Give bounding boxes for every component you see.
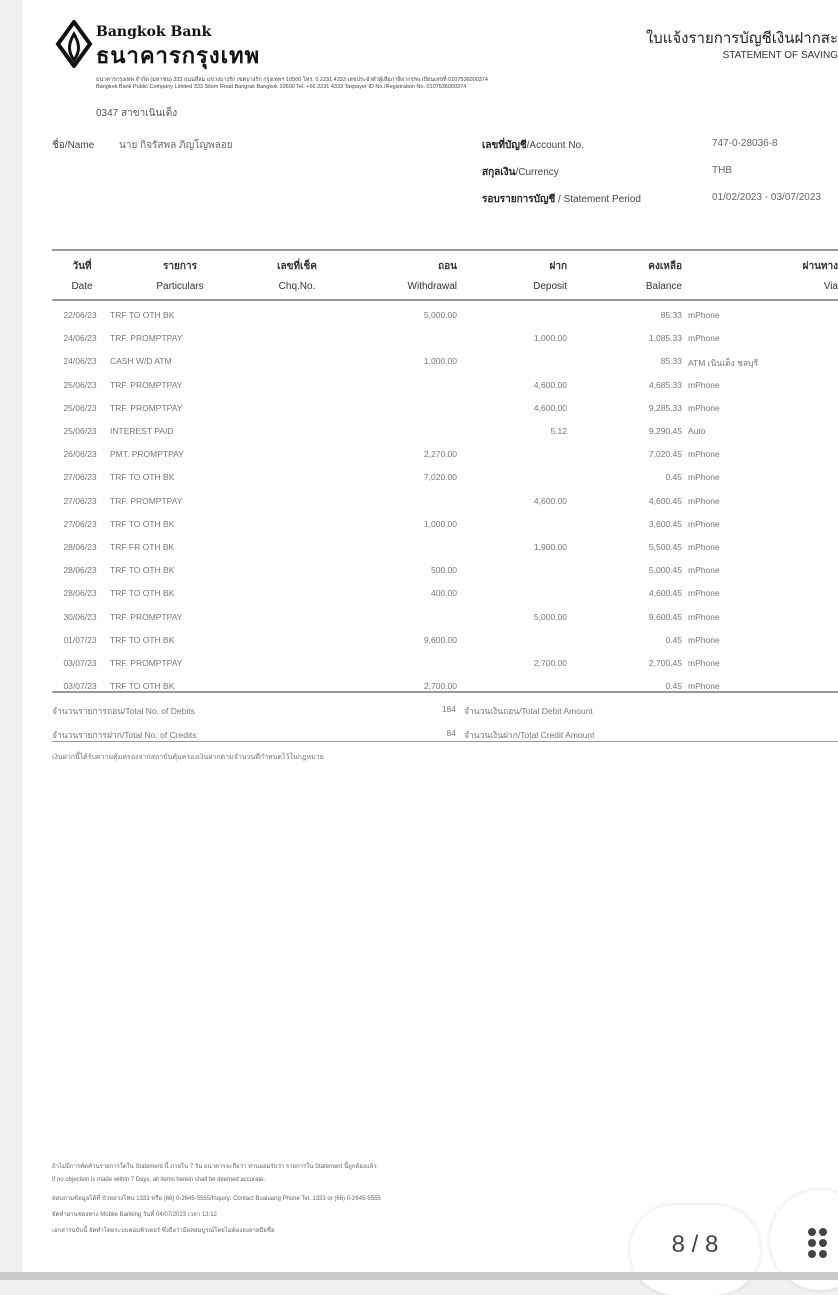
cell-particulars: TRF TO OTH BK (110, 472, 175, 483)
footer-line: สอบถามข้อมูลได้ที่ บัวหลวงโฟน 1333 หรือ (66) 0-2645-5555/Inquiry: Contact Bualuang Phone Tel. 1333 or (66) 0-2645-5555 (52, 1196, 381, 1202)
cell-balance: 7,020.45 (648, 449, 682, 460)
cell-via: mPhone (688, 518, 720, 529)
column-header-date-en: Date (71, 281, 93, 292)
total-debits-label: จำนวนรายการถอน/Total No. of Debits (52, 706, 195, 716)
cell-particulars: TRF. PROMPTPAY (110, 495, 183, 506)
footer-line: จัดทำผ่านช่องทาง Mobile Banking วันที่ 04/07/2023 เวลา 13:12 (52, 1212, 217, 1218)
cell-deposit: 1,900.00 (533, 542, 567, 552)
cell-deposit: 4,600.00 (533, 402, 567, 413)
column-header-date-th: วันที่ (72, 261, 92, 272)
footer-line: ถ้าไม่มีการคัดค้านรายการใดใน Statement นี้ ภายใน 7 วัน ธนาคารจะถือว่า ท่านยอมรับว่า รายการใน Statement นี้ถูกต้องแล้ว (52, 1164, 377, 1170)
cell-via: mPhone (688, 681, 720, 692)
cell-balance: 85.33 (660, 310, 682, 320)
account-number: 747-0-28036-8 (712, 138, 778, 149)
cell-date: 27/06/23 (63, 472, 97, 483)
cell-withdrawal: 1,000.00 (423, 518, 457, 529)
cell-date: 25/06/23 (63, 426, 97, 436)
footer-line: If no objection is made within 7 Days, all items herein shall be deemed accurate. (52, 1177, 266, 1183)
cell-date: 24/06/23 (63, 333, 97, 344)
cell-date: 01/07/23 (63, 634, 97, 645)
cell-date: 28/06/23 (63, 588, 97, 599)
column-header-balance-th: คงเหลือ (648, 261, 682, 272)
grid-dots-icon (808, 1228, 828, 1258)
column-header-cheque-no-en: Chq.No. (278, 281, 316, 292)
cell-via: mPhone (688, 634, 720, 645)
cell-withdrawal: 2,700.00 (423, 681, 457, 692)
cell-date: 24/06/23 (63, 356, 97, 367)
cell-balance: 0.45 (665, 472, 682, 483)
bank-name-th: ธนาคารกรุงเทพ (96, 43, 261, 68)
page-indicator-text: 8 / 8 (671, 1231, 719, 1258)
cell-date: 27/06/23 (63, 518, 97, 529)
cell-particulars: TRF TO OTH BK (110, 565, 175, 576)
cell-date: 28/06/23 (63, 542, 97, 552)
cell-particulars: TRF FR OTH BK (110, 542, 175, 552)
currency-value: THB (712, 165, 732, 176)
cell-balance: 1,085.33 (648, 333, 682, 344)
footer-line: เอกสารฉบับนี้ จัดทำโดยระบบคอมพิวเตอร์ ซึ่งถือว่ามีผลสมบูรณ์โดยไม่ต้องลงลายมือชื่อ (52, 1228, 275, 1234)
cell-withdrawal: 7,020.00 (423, 472, 457, 483)
cell-via: mPhone (688, 402, 720, 413)
cell-balance: 9,600.45 (648, 611, 682, 622)
cell-via: mPhone (688, 449, 720, 460)
cell-via: mPhone (688, 333, 720, 344)
pdf-page (22, 0, 838, 1272)
cell-withdrawal: 5,000.00 (423, 310, 457, 320)
cell-date: 28/06/23 (63, 565, 97, 576)
cell-balance: 4,600.45 (648, 495, 682, 506)
cell-via: mPhone (688, 658, 720, 668)
cell-date: 22/06/23 (63, 310, 97, 320)
cell-balance: 9,285.33 (648, 402, 682, 413)
total-debit-amount-label: จำนวนเงินถอน/Total Debit Amount (464, 706, 593, 716)
cell-balance: 4,685.33 (648, 379, 682, 390)
total-credits-label: จำนวนรายการฝาก/Total No. of Credits (52, 730, 197, 740)
cell-balance: 9,290.45 (648, 426, 682, 436)
cell-date: 27/06/23 (63, 495, 97, 506)
bangkok-bank-logo (54, 20, 94, 68)
cell-particulars: TRF. PROMPTPAY (110, 402, 183, 413)
cell-balance: 0.45 (665, 634, 682, 645)
cell-withdrawal: 400.00 (431, 588, 457, 599)
table-top-rule (52, 249, 838, 251)
column-header-particulars-th: รายการ (163, 261, 197, 272)
deposit-protection-note: เงินฝากนี้ได้รับความคุ้มครองจากสถาบันคุ้มครองเงินฝากตามจำนวนที่กำหนดไว้ในกฎหมาย (52, 754, 324, 761)
cell-via: Auto (688, 426, 706, 436)
cell-withdrawal: 2,270.00 (423, 449, 457, 460)
cell-particulars: TRF. PROMPTPAY (110, 658, 183, 668)
cell-via: mPhone (688, 611, 720, 622)
name-label: ชื่อ/Name (52, 140, 95, 151)
cell-deposit: 2,700.00 (533, 658, 567, 668)
cell-particulars: TRF. PROMPTPAY (110, 333, 183, 344)
cell-particulars: CASH W/D ATM (110, 356, 172, 367)
period-value: 01/02/2023 - 03/07/2023 (712, 192, 821, 203)
column-header-balance-en: Balance (645, 281, 682, 292)
cell-via: mPhone (688, 588, 720, 599)
account-label: เลขที่บัญชี/Account No. (482, 140, 584, 151)
cell-particulars: TRF. PROMPTPAY (110, 611, 183, 622)
page-indicator[interactable] (630, 1205, 760, 1295)
currency-label: สกุลเงิน/Currency (482, 167, 559, 178)
total-credits-count: 84 (446, 728, 456, 738)
column-header-via-en: Via (823, 281, 838, 292)
cell-date: 03/07/23 (63, 658, 97, 668)
total-debits-count: 184 (441, 704, 456, 714)
cell-particulars: PMT. PROMPTPAY (110, 449, 184, 460)
cell-balance: 3,600.45 (648, 518, 682, 529)
cell-balance: 85.33 (660, 356, 682, 367)
cell-particulars: TRF TO OTH BK (110, 588, 175, 599)
cell-deposit: 1,000.00 (533, 333, 567, 344)
cell-via: mPhone (688, 310, 720, 320)
statement-title-en: STATEMENT OF SAVING (722, 50, 838, 61)
bank-address-th: ธนาคารกรุงเทพ จำกัด (มหาชน) 333 ถนนสีลม แขวงบางรัก เขตบางรัก กรุงเทพฯ 10500 โทร. 0 2231 4333 เลขประจำตัวผู้เสียภาษีอากร/ทะเบียนเลขที่ 0107536000374 (96, 77, 488, 83)
cell-balance: 2,700.45 (648, 658, 682, 668)
column-header-deposit-th: ฝาก (549, 261, 567, 272)
period-label: รอบรายการบัญชี / Statement Period (482, 194, 641, 205)
cell-particulars: TRF TO OTH BK (110, 310, 175, 320)
cell-balance: 4,600.45 (648, 588, 682, 599)
cell-balance: 5,500.45 (648, 542, 682, 552)
column-header-cheque-no-th: เลขที่เช็ค (277, 261, 317, 272)
cell-particulars: INTEREST PAID (110, 426, 174, 436)
cell-withdrawal: 1,000.00 (423, 356, 457, 367)
column-header-withdrawal-en: Withdrawal (407, 281, 457, 292)
cell-deposit: 4,600.00 (533, 379, 567, 390)
cell-date: 03/07/23 (63, 681, 97, 692)
name-value: นาย กิจรัสพล ภิญโญพลอย (119, 140, 233, 151)
cell-particulars: TRF TO OTH BK (110, 634, 175, 645)
bottom-bar (0, 1272, 838, 1280)
totals-rule (52, 741, 838, 742)
table-bottom-rule (52, 691, 838, 693)
cell-date: 25/06/23 (63, 402, 97, 413)
cell-balance: 5,000.45 (648, 565, 682, 576)
cell-deposit: 4,600.00 (533, 495, 567, 506)
cell-date: 25/06/23 (63, 379, 97, 390)
branch: 0347 สาขาเนินเต็ง (96, 108, 178, 119)
column-header-via-th: ผ่านทาง (802, 261, 838, 272)
cell-particulars: TRF TO OTH BK (110, 518, 175, 529)
bank-address-en: Bangkok Bank Public Company Limited 333 Silom Road Bangrak Bangkok 10500 Tel. +66 2231 4333 Taxpayer ID No./Registration No. 0107536000374 (96, 84, 467, 90)
column-header-particulars-en: Particulars (156, 281, 204, 292)
table-header-rule (52, 299, 838, 301)
cell-deposit: 5,000.00 (533, 611, 567, 622)
column-header-deposit-en: Deposit (533, 281, 567, 292)
cell-via: ATM เนินเต็ง ชลบุรี (688, 358, 759, 369)
cell-deposit: 5.12 (550, 426, 567, 436)
cell-balance: 0.45 (665, 681, 682, 692)
cell-particulars: TRF. PROMPTPAY (110, 379, 183, 390)
cell-withdrawal: 500.00 (431, 565, 457, 576)
bank-name-en: Bangkok Bank (96, 24, 212, 40)
column-header-withdrawal-th: ถอน (438, 261, 457, 272)
cell-withdrawal: 9,600.00 (423, 634, 457, 645)
cell-particulars: TRF TO OTH BK (110, 681, 175, 692)
cell-via: mPhone (688, 379, 720, 390)
statement-title-th: ใบแจ้งรายการบัญชีเงินฝากสะ (645, 30, 838, 47)
cell-via: mPhone (688, 542, 720, 552)
total-credit-amount-label: จำนวนเงินฝาก/Total Credit Amount (464, 730, 595, 740)
cell-via: mPhone (688, 495, 720, 506)
cell-via: mPhone (688, 472, 720, 483)
cell-via: mPhone (688, 565, 720, 576)
cell-date: 26/06/23 (63, 449, 97, 460)
cell-date: 30/06/23 (63, 611, 97, 622)
